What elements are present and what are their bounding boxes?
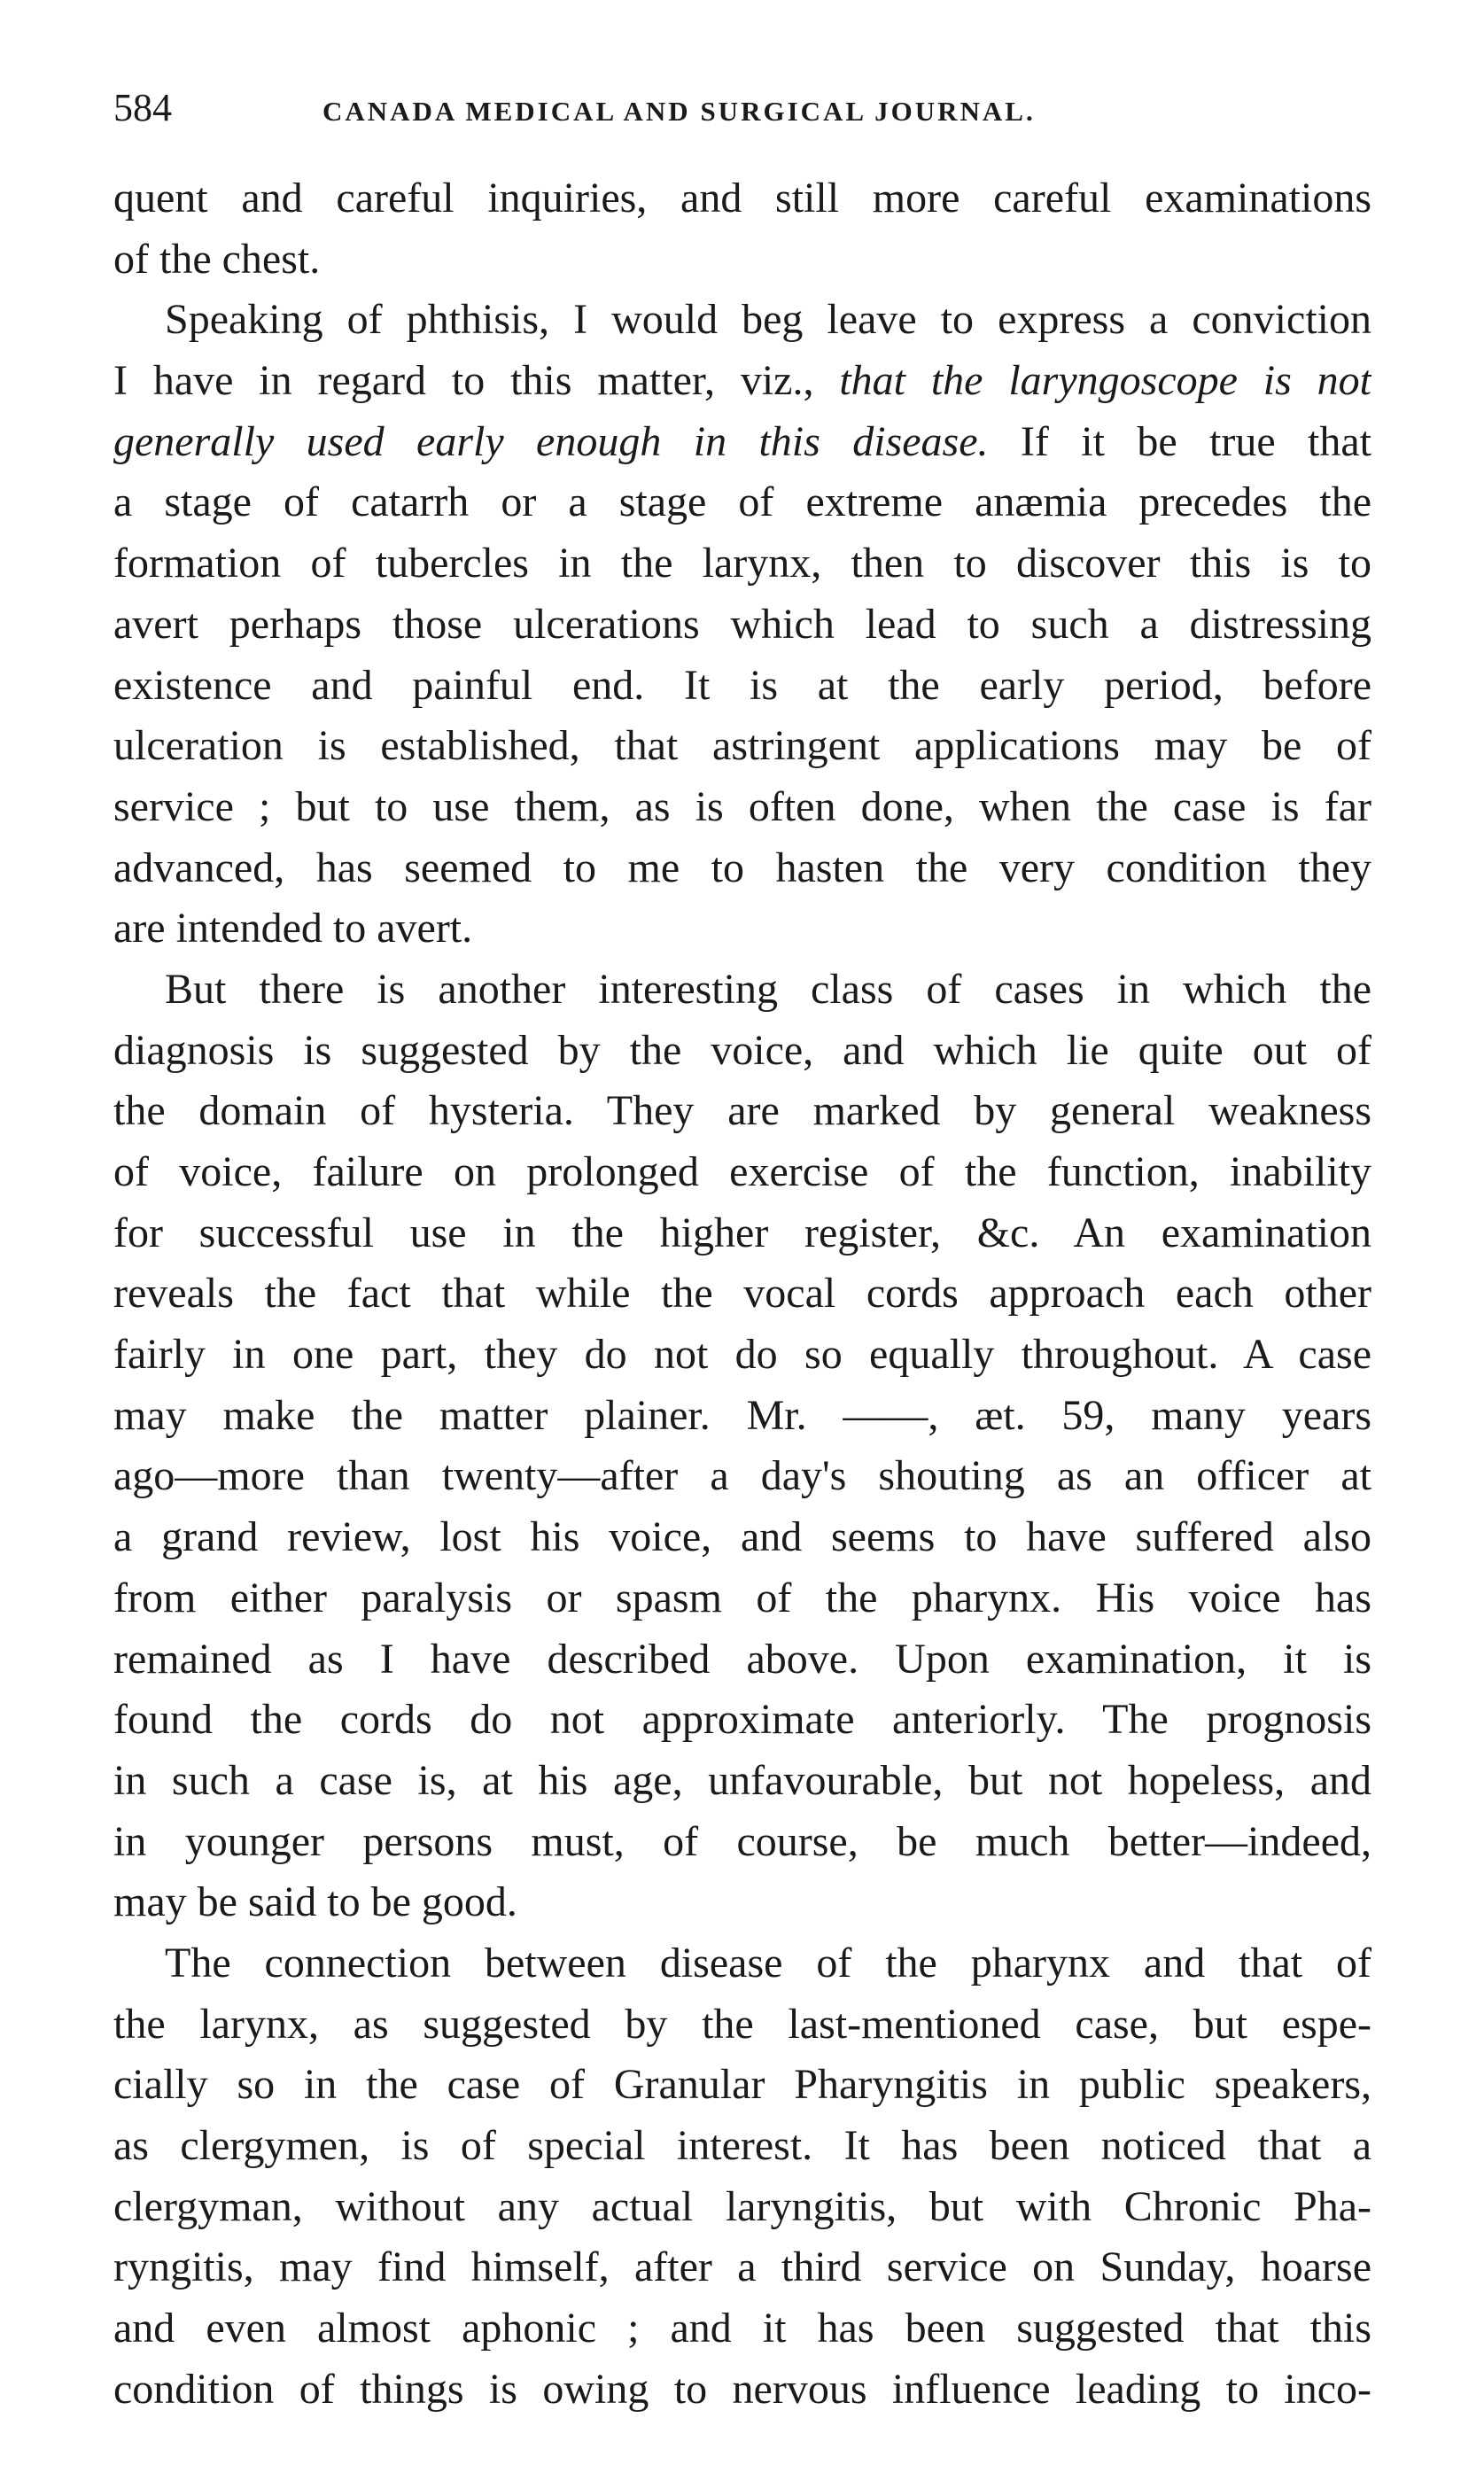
text-line xyxy=(113,290,1371,351)
text-line xyxy=(113,898,1371,960)
text-line xyxy=(113,168,1371,229)
text-line xyxy=(113,1994,1371,2056)
text-segment: ago—more than twenty—after a day's shouting as an officer at xyxy=(113,1452,1371,1500)
text-line xyxy=(113,1812,1371,1873)
text-segment: condition of things is owing to nervous influence leading to inco- xyxy=(113,2365,1371,2413)
text-line xyxy=(113,229,1371,291)
text-segment: ryngitis, may find himself, after a third service on Sunday, hoarse xyxy=(113,2243,1371,2291)
text-segment: But there is another interesting class of cases in which the xyxy=(165,965,1371,1013)
italic-text-segment: generally used early enough in this disease. xyxy=(113,417,989,465)
text-segment: may make the matter plainer. Mr. ——, æt. 59, many years xyxy=(113,1391,1371,1439)
text-segment: ulceration is established, that astringent applications may be of xyxy=(113,722,1371,770)
text-line xyxy=(113,960,1371,1021)
text-segment: avert perhaps those ulcerations which lead to such a distressing xyxy=(113,600,1371,648)
text-line xyxy=(113,1021,1371,1082)
text-line xyxy=(113,2116,1371,2177)
text-line xyxy=(113,533,1371,595)
text-line xyxy=(113,595,1371,656)
text-line xyxy=(113,1507,1371,1568)
text-segment: Speaking of phthisis, I would beg leave to express a conviction xyxy=(165,296,1371,344)
text-segment: the larynx, as suggested by the last-mentioned case, but espe- xyxy=(113,2000,1371,2048)
text-line xyxy=(113,1263,1371,1325)
text-line xyxy=(113,351,1371,412)
text-segment: cially so in the case of Granular Pharyngitis in public speakers, xyxy=(113,2061,1371,2109)
text-segment: reveals the fact that while the vocal cords approach each other xyxy=(113,1270,1371,1318)
text-segment: quent and careful inquiries, and still more careful examinations xyxy=(113,175,1371,222)
text-line xyxy=(113,777,1371,838)
text-segment: advanced, has seemed to me to hasten the very condition they xyxy=(113,844,1371,891)
text-line xyxy=(113,838,1371,899)
text-segment: remained as I have described above. Upon examination, it is xyxy=(113,1635,1371,1683)
text-segment: a stage of catarrh or a stage of extreme anæmia precedes the xyxy=(113,478,1371,526)
running-head xyxy=(113,82,1371,135)
body-text xyxy=(113,168,1371,2420)
text-segment: of the chest. xyxy=(113,235,321,283)
text-line xyxy=(113,1446,1371,1507)
text-line xyxy=(113,1325,1371,1386)
text-segment: diagnosis is suggested by the voice, and which lie quite out of xyxy=(113,1026,1371,1074)
text-segment: formation of tubercles in the larynx, then to discover this is to xyxy=(113,540,1371,587)
text-line xyxy=(113,2055,1371,2116)
italic-text-segment: that the laryngoscope is not xyxy=(839,357,1371,405)
text-segment: If it be true that xyxy=(988,417,1371,465)
text-line xyxy=(113,656,1371,717)
text-segment: The connection between disease of the pharynx and that of xyxy=(165,1939,1371,1987)
text-segment: service ; but to use them, as is often done, when the case is far xyxy=(113,782,1371,830)
text-line xyxy=(113,2298,1371,2360)
text-segment: as clergymen, is of special interest. It has been noticed that a xyxy=(113,2122,1371,2169)
text-line xyxy=(113,2237,1371,2298)
text-line xyxy=(113,716,1371,777)
text-line xyxy=(113,1081,1371,1142)
text-segment: a grand review, lost his voice, and seems to have suffered also xyxy=(113,1513,1371,1561)
text-segment: in such a case is, at his age, unfavourable, but not hopeless, and xyxy=(113,1756,1371,1804)
page-number: 584 xyxy=(113,86,172,129)
text-segment: existence and painful end. It is at the early period, before xyxy=(113,661,1371,709)
text-segment: the domain of hysteria. They are marked by general weakness xyxy=(113,1087,1371,1135)
text-line xyxy=(113,2177,1371,2238)
text-line xyxy=(113,2360,1371,2421)
text-segment: in younger persons must, of course, be much better—indeed, xyxy=(113,1817,1371,1865)
text-line xyxy=(113,412,1371,473)
text-line xyxy=(113,1142,1371,1203)
text-segment: are intended to avert. xyxy=(113,905,473,952)
text-line xyxy=(113,1933,1371,1994)
text-segment: may be said to be good. xyxy=(113,1878,517,1926)
text-line xyxy=(113,1872,1371,1933)
text-segment: clergyman, without any actual laryngitis, but with Chronic Pha- xyxy=(113,2182,1371,2230)
text-line xyxy=(113,1568,1371,1629)
text-line xyxy=(113,1203,1371,1264)
text-line xyxy=(113,1690,1371,1751)
journal-title: CANADA MEDICAL AND SURGICAL JOURNAL. xyxy=(322,96,1036,127)
text-segment: from either paralysis or spasm of the pharynx. His voice has xyxy=(113,1574,1371,1621)
text-segment: for successful use in the higher register, &c. An examination xyxy=(113,1209,1371,1256)
text-segment: of voice, failure on prolonged exercise of the function, inability xyxy=(113,1148,1371,1195)
text-line xyxy=(113,1386,1371,1447)
text-segment: I have in regard to this matter, viz., xyxy=(113,357,840,405)
text-segment: fairly in one part, they do not do so equally throughout. A case xyxy=(113,1331,1371,1379)
text-line xyxy=(113,1751,1371,1812)
text-segment: and even almost aphonic ; and it has been suggested that this xyxy=(113,2305,1371,2352)
text-line xyxy=(113,1629,1371,1691)
text-segment: found the cords do not approximate anteriorly. The prognosis xyxy=(113,1696,1371,1744)
text-line xyxy=(113,472,1371,533)
